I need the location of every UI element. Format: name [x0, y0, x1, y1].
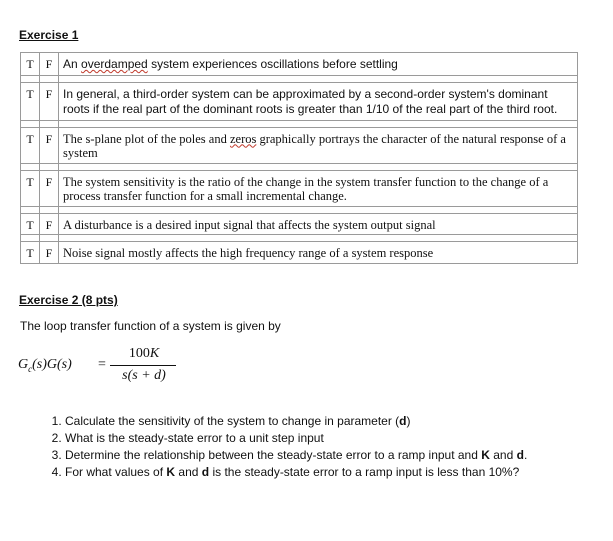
statement-5: A disturbance is a desired input signal that affects the system output signal	[59, 213, 578, 235]
exercise-1-title: Exercise 1	[19, 28, 79, 42]
formula-denominator: s(s + d)	[122, 368, 166, 383]
statement-4: The system sensitivity is the ratio of the change in the system transfer function to the change of a process transfer function for a small incremental change.	[59, 170, 578, 206]
false-option[interactable]: F	[40, 213, 59, 235]
table-row	[21, 213, 578, 235]
false-option[interactable]: F	[40, 170, 59, 206]
list-item: 3. Determine the relationship between the steady-state error to a ramp input and K and d.	[65, 447, 527, 464]
table-row	[21, 242, 578, 264]
list-item: 2. What is the steady-state error to a unit step input	[65, 430, 527, 447]
exercise-2-title: Exercise 2 (8 pts)	[19, 293, 118, 307]
table-row	[21, 53, 578, 76]
spellcheck-underline: zeros	[229, 131, 257, 146]
true-option[interactable]: T	[21, 82, 40, 120]
table-row	[21, 170, 578, 206]
exercise-2-intro: The loop transfer function of a system is given by	[20, 319, 281, 333]
question-list	[40, 413, 527, 481]
formula-numerator: 100K	[128, 346, 160, 361]
statement-2: In general, a third-order system can be approximated by a second-order system's dominant roots if the real part of the dominant roots is greater than 1/10 of the real part of the third root.	[59, 82, 578, 120]
table-row	[21, 82, 578, 120]
true-option[interactable]: T	[21, 127, 40, 163]
statement-1: An overdamped system experiences oscillations before settling	[59, 53, 578, 76]
false-option[interactable]: F	[40, 82, 59, 120]
statement-3: The s-plane plot of the poles and zeros graphically portrays the character of the natural response of a system	[59, 127, 578, 163]
spellcheck-underline: overdamped	[81, 57, 148, 71]
table-row	[21, 127, 578, 163]
false-option[interactable]: F	[40, 127, 59, 163]
true-option[interactable]: T	[21, 213, 40, 235]
statement-6: Noise signal mostly affects the high frequency range of a system response	[59, 242, 578, 264]
true-option[interactable]: T	[21, 53, 40, 76]
true-false-table	[20, 52, 578, 264]
formula-equals: =	[98, 357, 106, 372]
false-option[interactable]: F	[40, 242, 59, 264]
true-option[interactable]: T	[21, 170, 40, 206]
list-item: 1. Calculate the sensitivity of the system to change in parameter (d)	[65, 413, 527, 430]
fraction-bar	[110, 365, 176, 366]
formula-lhs: $G_c(s)G(s)$	[18, 357, 72, 374]
false-option[interactable]: F	[40, 53, 59, 76]
true-option[interactable]: T	[21, 242, 40, 264]
list-item: 4. For what values of K and d is the steady-state error to a ramp input is less than 10%?	[65, 464, 527, 481]
